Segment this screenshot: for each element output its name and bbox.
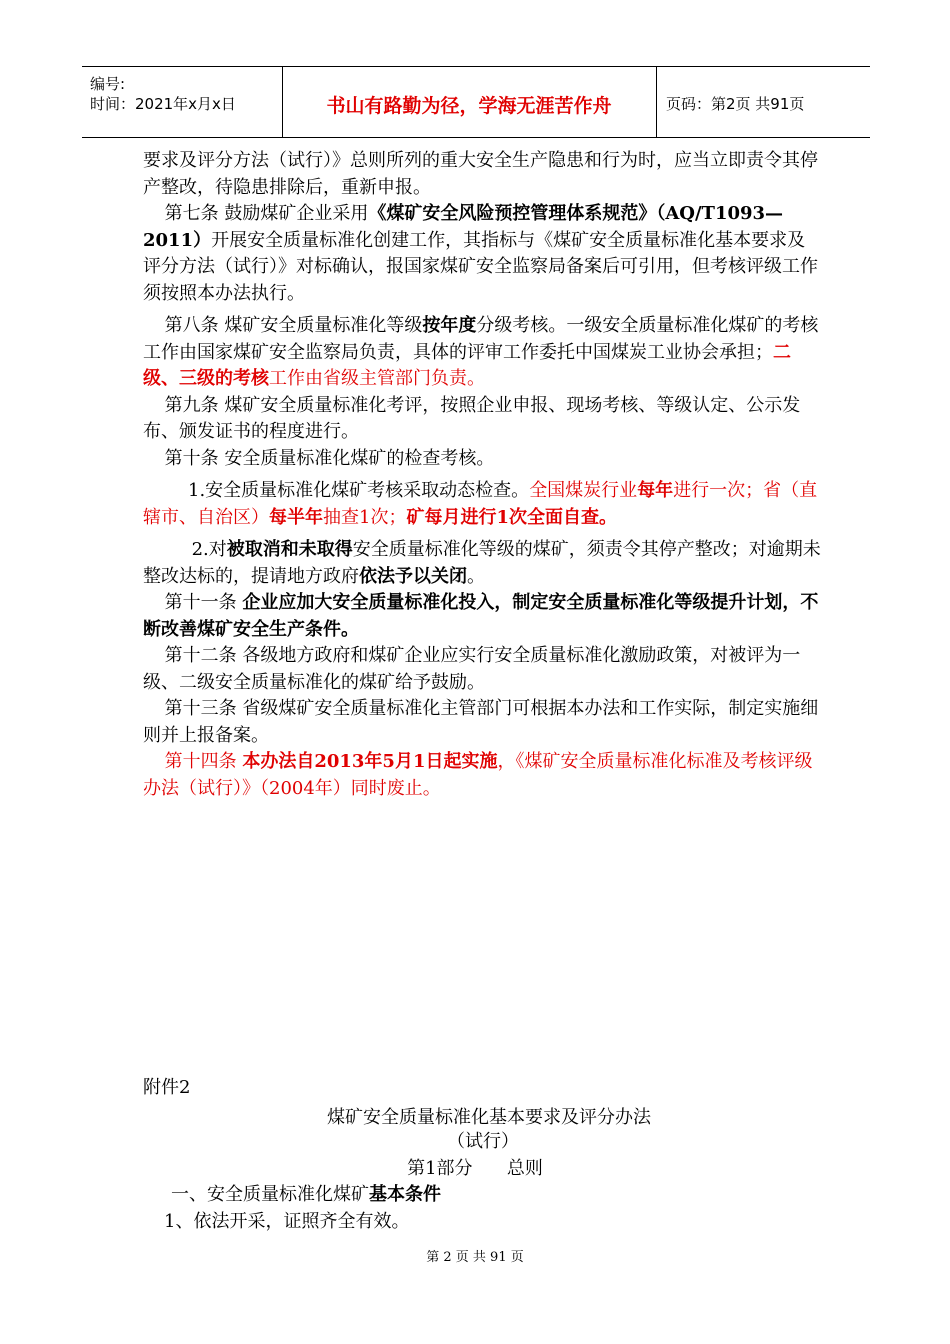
- text-run: 第七条 鼓励煤矿企业采用: [164, 203, 369, 224]
- text-run: 1.安全质量标准化煤矿考核采取动态检查。: [188, 480, 530, 501]
- article-10: 第十条 安全质量标准化煤矿的检查考核。: [164, 447, 495, 469]
- paragraph: 要求及评分方法（试行）》总则所列的重大安全生产隐患和行为时，应当立即责令其停产整改，待隐患排除后，重新申报。: [143, 150, 818, 198]
- article-13: 第十三条 省级煤矿安全质量标准化主管部门可根据本办法和工作实际，制定实施细则并上报备案。: [143, 698, 819, 746]
- text-run: 分级考核。一级安全质量标准化煤矿的考核工作由国家煤矿安全监察局负责，具体的评审工作委托中国煤炭工业协会承担；: [143, 315, 819, 363]
- text-run-bold: 企业应加大安全质量标准化投入，制定安全质量标准化等级提升计划，不断改善煤矿安全生产条件。: [143, 592, 819, 640]
- text-run: 安全质量标准化等级的煤矿，须责令其停产整改；对逾期未整改达标的，提请地方政府: [143, 539, 821, 587]
- article-10-item-1: [143, 478, 823, 531]
- text-run-red-bold: 每年: [637, 480, 674, 501]
- header-page-info: 页码：第2页 共91页: [666, 95, 805, 113]
- text-run-red-bold: 本办法自2013年5月1日起实施: [242, 751, 498, 772]
- document-body: [143, 148, 823, 802]
- text-run: 。: [467, 565, 485, 587]
- document-number-label: 编号:: [90, 75, 126, 93]
- article-9: 第九条 煤矿安全质量标准化考评，按照企业申报、现场考核、等级认定、公示发布、颁发证书的程度进行。: [143, 394, 801, 442]
- text-run: 开展安全质量标准化创建工作，其指标与《煤矿安全质量标准化基本要求及评分方法（试行）》对标确认，报国家煤矿安全监察局备案后可引用，但考核评级工作须按照本办法执行。: [143, 229, 818, 304]
- annex-label: 附件2: [143, 1077, 191, 1098]
- text-run: 一、安全质量标准化煤矿: [171, 1184, 369, 1205]
- text-run-red: 抽查1次；: [323, 506, 407, 528]
- text-run-bold: 被取消和未取得: [226, 539, 353, 560]
- text-run-red-bold: 矿每月进行1次全面自查。: [406, 506, 617, 528]
- text-run-red: 进行一次；省（直辖市、自治区）: [143, 480, 818, 528]
- article-10-item-2: [143, 537, 823, 590]
- annex-subtitle: （试行）: [447, 1131, 519, 1152]
- section-heading: [171, 1180, 441, 1206]
- text-run: 第十一条: [164, 592, 243, 613]
- text-run-red-bold: 每半年: [269, 506, 323, 528]
- part-heading: 第1部分 总则: [407, 1158, 543, 1179]
- text-run: 第八条 煤矿安全质量标准化等级: [164, 315, 423, 336]
- article-8: [143, 313, 823, 393]
- article-11: [143, 590, 823, 643]
- text-run-red: 第十四条: [164, 751, 243, 772]
- text-run-bold: 《煤矿安全风险预控管理体系规范》（AQ/T1093—2011）: [143, 203, 784, 251]
- page-header: [82, 66, 870, 138]
- page-footer: 第 2 页 共 91 页: [426, 1250, 524, 1265]
- annex-title: 煤矿安全质量标准化基本要求及评分办法: [327, 1107, 651, 1128]
- text-run: 2.对: [191, 539, 227, 560]
- document-time: 时间：2021年x月x日: [90, 95, 236, 113]
- article-7: [143, 201, 823, 307]
- list-item: 1、依法开采，证照齐全有效。: [164, 1211, 410, 1232]
- header-motto: 书山有路勤为径，学海无涯苦作舟: [326, 95, 612, 117]
- article-12: 第十二条 各级地方政府和煤矿企业应实行安全质量标准化激励政策，对被评为一级、二级安全质量标准化的煤矿给予鼓励。: [143, 645, 801, 693]
- article-14: [143, 749, 823, 802]
- text-run-bold: 基本条件: [369, 1184, 441, 1205]
- text-run-red: ，《煤矿安全质量标准化标准及考核评级办法（试行）》（2004年）同时废止。: [143, 751, 813, 799]
- text-run-bold: 依法予以关闭: [359, 565, 467, 587]
- text-run-bold: 按年度: [422, 315, 477, 336]
- text-run-red: 全国煤炭行业: [529, 480, 638, 501]
- header-divider: [656, 67, 657, 137]
- text-run-red-bold: 二级、三级的考核: [143, 341, 791, 389]
- text-run-red: 工作由省级主管部门负责。: [269, 368, 485, 389]
